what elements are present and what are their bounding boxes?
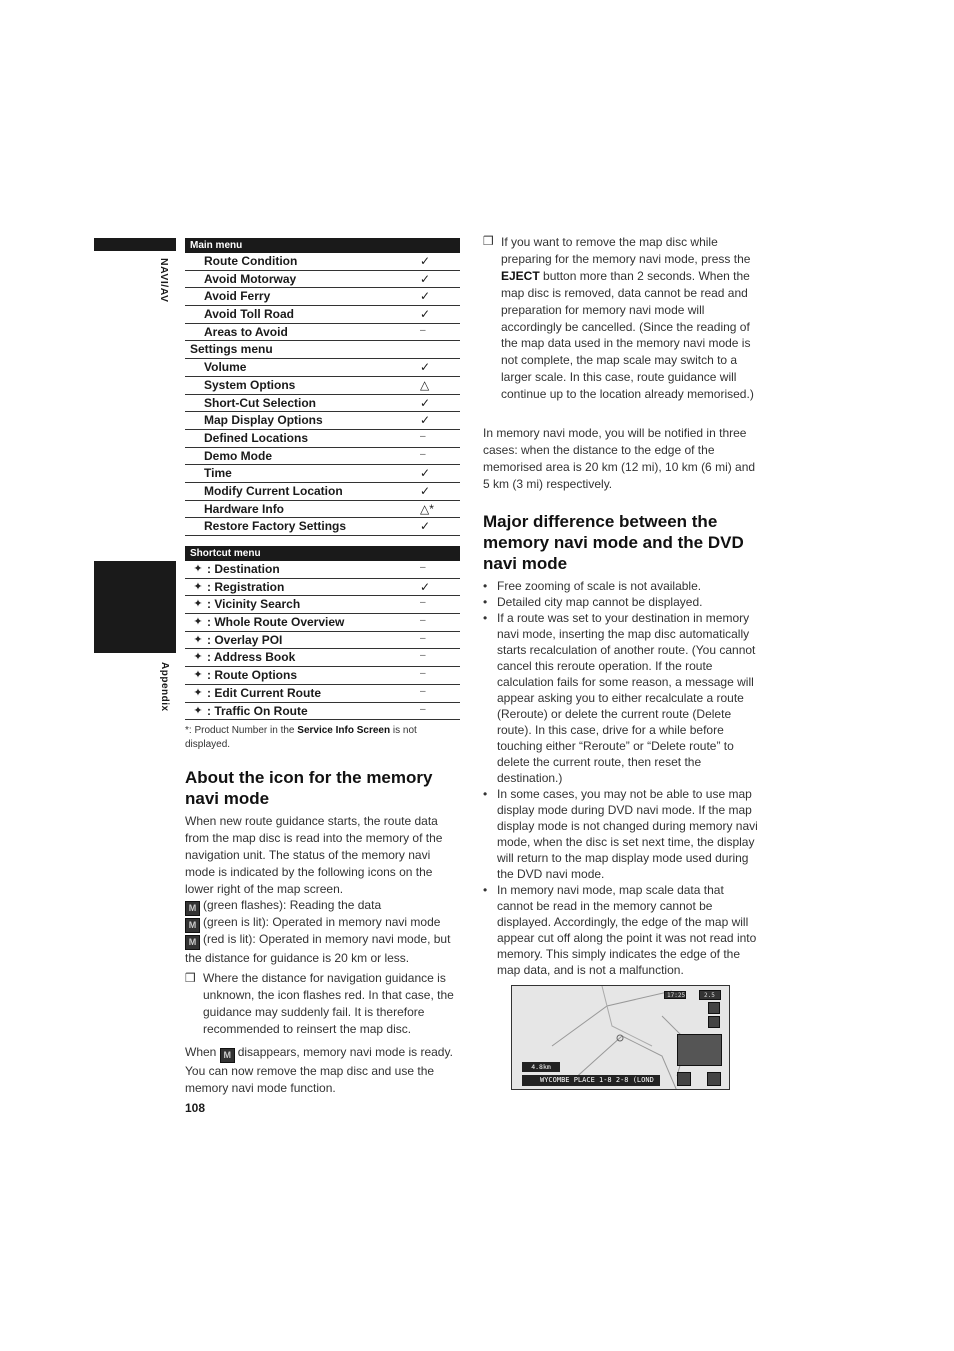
side-label-appendix: Appendix — [159, 662, 170, 712]
shortcut-menu-row-label: : Route Options — [207, 668, 297, 683]
shortcut-menu-row-mark: – — [420, 597, 426, 609]
eject-note-post: button more than 2 seconds. When the map disc is removed, data cannot be read and preparation for memory navi mode will accordingly be cancelled. (Since the reading of the map data used in the memory navi mode is not complete, the map scale may switch to a larger scale. In this case, route guidance will continue up to the location already memorised.) — [501, 268, 754, 402]
section2-bullets — [483, 578, 761, 978]
main-menu-row — [185, 341, 460, 359]
main-menu-header: Main menu — [185, 238, 460, 253]
main-menu-row — [185, 448, 460, 466]
main-menu-row-mark: – — [420, 324, 426, 336]
zoom-out-button[interactable] — [708, 1016, 720, 1028]
checkbox-bullet-icon: ❒ — [483, 234, 494, 248]
vicinity-search-icon: ✦ — [193, 598, 203, 611]
bullet-item: • Free zooming of scale is not available. — [483, 578, 761, 594]
shortcut-menu-row-mark: – — [420, 615, 426, 627]
main-menu-row-label: Map Display Options — [204, 413, 323, 428]
shortcut-menu-row — [185, 561, 460, 579]
main-menu-row-label: Avoid Motorway — [204, 271, 297, 286]
shortcut-menu-row-mark: – — [420, 685, 426, 697]
shortcut-menu-row-mark: – — [420, 632, 426, 644]
main-menu-row-mark: ✓ — [420, 254, 431, 268]
shortcut-menu-row — [185, 579, 460, 597]
main-menu-row-label: Avoid Toll Road — [204, 307, 294, 322]
address-book-icon: ✦ — [193, 651, 203, 664]
eject-note-pre: If you want to remove the map disc while preparing for the memory navi mode, press the — [501, 235, 751, 266]
appendix-tab-block — [94, 561, 176, 653]
main-menu-row-label: Modify Current Location — [204, 483, 343, 498]
main-menu-row-mark: ✓ — [420, 519, 431, 534]
bullet-item: • Detailed city map cannot be displayed. — [483, 594, 761, 610]
section1-title: About the icon for the memory navi mode — [185, 768, 433, 808]
zoom-in-button[interactable] — [708, 1002, 720, 1014]
map-clock — [664, 991, 686, 999]
edit-route-icon: ✦ — [193, 686, 203, 699]
main-menu-row-label: Demo Mode — [204, 448, 273, 463]
main-menu-row-mark: – — [420, 430, 426, 442]
shortcut-menu-header: Shortcut menu — [185, 546, 460, 561]
registration-icon: ✦ — [193, 580, 203, 593]
shortcut-menu-row-label: : Whole Route Overview — [207, 615, 345, 630]
footnote-bold: Service Info Screen — [297, 725, 391, 736]
main-menu-row-mark: △ — [420, 377, 430, 392]
route-overview-icon: ✦ — [193, 616, 203, 629]
footnote — [185, 724, 460, 751]
memory-navi-status-icon — [677, 1072, 691, 1086]
shortcut-panel[interactable] — [677, 1034, 722, 1066]
main-menu-row-mark: ✓ — [420, 360, 431, 375]
main-menu-row-label: Hardware Info — [204, 501, 285, 516]
main-menu-row-mark: ✓ — [420, 307, 431, 322]
shortcut-menu-row-mark: – — [420, 650, 426, 662]
main-menu-row-label: Volume — [204, 360, 247, 375]
road-line — [602, 986, 652, 1046]
main-menu-row-label: Route Condition — [204, 254, 298, 268]
icon-line-2-text: (green is lit): Operated in memory navi mode — [203, 915, 441, 929]
shortcut-menu-row-mark: ✓ — [420, 579, 431, 594]
eject-bold: EJECT — [501, 268, 540, 283]
main-menu-row-mark: – — [420, 448, 426, 460]
shortcut-menu-row — [185, 685, 460, 703]
shortcut-menu-row-label: : Vicinity Search — [207, 597, 301, 612]
shortcut-menu-table — [185, 546, 460, 720]
main-menu-row-label: Areas to Avoid — [204, 324, 288, 339]
main-menu-row-mark: △* — [420, 501, 434, 516]
road-line — [552, 991, 672, 1046]
shortcut-menu-row — [185, 649, 460, 667]
main-menu-row — [185, 377, 460, 395]
shortcut-menu-row — [185, 596, 460, 614]
shortcut-menu-row-label: : Address Book — [207, 650, 296, 665]
main-menu-row-mark: ✓ — [420, 413, 431, 428]
main-menu-row — [185, 271, 460, 289]
memory-navi-icon: M — [220, 1048, 235, 1063]
main-menu-row-mark: ✓ — [420, 466, 431, 481]
shortcut-menu-row-mark: – — [420, 668, 426, 680]
menu-button[interactable] — [707, 1072, 721, 1086]
main-menu-row-label: Time — [204, 466, 232, 481]
main-menu-row-mark: ✓ — [420, 289, 431, 304]
main-menu-row — [185, 359, 460, 377]
traffic-icon: ✦ — [193, 704, 203, 717]
section1-note: Where the distance for navigation guidance is unknown, the icon flashes red. In that case, the guidance may suddenly fail. It is therefore recommended to reinsert the map disc. — [203, 971, 454, 1036]
shortcut-menu-row-label: : Traffic On Route — [207, 703, 308, 718]
main-menu-row — [185, 483, 460, 501]
shortcut-menu-row-label: : Registration — [207, 579, 285, 594]
main-menu-row-mark: ✓ — [420, 395, 431, 410]
shortcut-menu-row-label: : Destination — [207, 562, 280, 576]
when-suffix: disappears, memory navi mode is ready. You can now remove the map disc and use the memory navi mode function. — [185, 1045, 453, 1095]
main-menu-row — [185, 324, 460, 342]
section2-title: Major difference between the memory navi mode and the DVD navi mode — [483, 512, 744, 573]
memory-navi-icon: M — [185, 918, 200, 933]
main-menu-row-label: Settings menu — [190, 342, 273, 357]
icon-line-3 — [185, 931, 462, 967]
main-menu-row — [185, 465, 460, 483]
main-menu-row-mark: ✓ — [420, 271, 431, 286]
icon-line-3-text: (red is lit): Operated in memory navi mode, but the distance for guidance is 20 km or less. — [185, 932, 451, 965]
shortcut-menu-row — [185, 632, 460, 650]
shortcut-menu-row-label: : Overlay POI — [207, 632, 283, 647]
main-menu-row-label: Short-Cut Selection — [204, 395, 317, 410]
main-menu-row — [185, 501, 460, 519]
main-menu-row-label: Avoid Ferry — [204, 289, 271, 304]
section1-when — [185, 1044, 462, 1097]
main-menu-row — [185, 412, 460, 430]
bullet-item: • If a route was set to your destination in memory navi mode, inserting the map disc automatically starts recalculation of another route. (You cannot cancel this reroute operation. If the route calculation fails for some reason, a message will appear asking you to either recalculate a route (Reroute) or delete the current route (Delete route). In this case, drive for a while before touching either “Reroute” or “Delete route” to delete the current route, then reset the destination.) — [483, 610, 761, 786]
shortcut-menu-row-label: : Edit Current Route — [207, 685, 321, 700]
main-menu-row-label: Restore Factory Settings — [204, 519, 347, 534]
bullet-item: • In memory navi mode, map scale data that cannot be read in the memory cannot be displayed. Accordingly, the edge of the map will appear cut off along the point it was not read into memory. This simply indicates the edge of the map data, and is not a malfunction. — [483, 882, 761, 978]
icon-line-1-text: (green flashes): Reading the data — [203, 898, 382, 912]
page-number: 108 — [185, 1101, 206, 1115]
map-time: 17:25 — [667, 992, 686, 999]
map-street-bar: WYCOMBE PLACE 1-8 2-8 (LOND — [522, 1075, 660, 1086]
main-menu-row — [185, 430, 460, 448]
main-menu-row — [185, 306, 460, 324]
map-scale-text: 2.5 — [704, 992, 715, 999]
footnote-prefix: *: Product Number in the — [185, 725, 298, 736]
map-distance: 4.8km — [522, 1062, 560, 1072]
shortcut-menu-row-mark: – — [420, 562, 426, 573]
section1-intro: When new route guidance starts, the route data from the map disc is read into the memory of the navigation unit. The status of the memory navi mode is indicated by the following icons on the lower right of the map screen. — [185, 814, 443, 896]
eject-note — [501, 234, 760, 403]
main-menu-row — [185, 518, 460, 536]
main-menu-row-mark: ✓ — [420, 483, 431, 498]
main-menu-row-label: Defined Locations — [204, 430, 309, 445]
main-menu-table — [185, 238, 460, 536]
poi-icon: ✦ — [193, 633, 203, 646]
navi-av-tab-bar — [94, 238, 176, 251]
flag-icon: ✦ — [193, 563, 203, 575]
notification-para: In memory navi mode, you will be notified in three cases: when the distance to the edge of the memorised area is 20 km (12 mi), 10 km (6 mi) and 5 km (3 mi) respectively. — [483, 426, 756, 491]
when-prefix: When — [185, 1045, 217, 1059]
map-screenshot — [511, 985, 730, 1090]
main-menu-row-label: System Options — [204, 377, 296, 392]
bullet-item: • In some cases, you may not be able to use map display mode during DVD navi mode. If the map display mode is not changed during memory navi mode, when the disc is set next time, the display will return to the map display mode used during the DVD navi mode. — [483, 786, 761, 882]
memory-navi-icon: M — [185, 935, 200, 950]
checkbox-bullet-icon: ❒ — [185, 971, 196, 985]
shortcut-menu-row — [185, 703, 460, 721]
footnote-suffix: is not displayed. — [185, 725, 417, 750]
main-menu-row — [185, 288, 460, 306]
map-scale — [699, 990, 721, 1000]
route-options-icon: ✦ — [193, 669, 203, 682]
shortcut-menu-row — [185, 667, 460, 685]
shortcut-menu-row-mark: – — [420, 703, 426, 715]
side-label-navi-av: NAVI/AV — [158, 258, 170, 303]
main-menu-row — [185, 395, 460, 413]
shortcut-menu-row — [185, 614, 460, 632]
memory-navi-icon: M — [185, 901, 200, 916]
main-menu-row — [185, 253, 460, 271]
